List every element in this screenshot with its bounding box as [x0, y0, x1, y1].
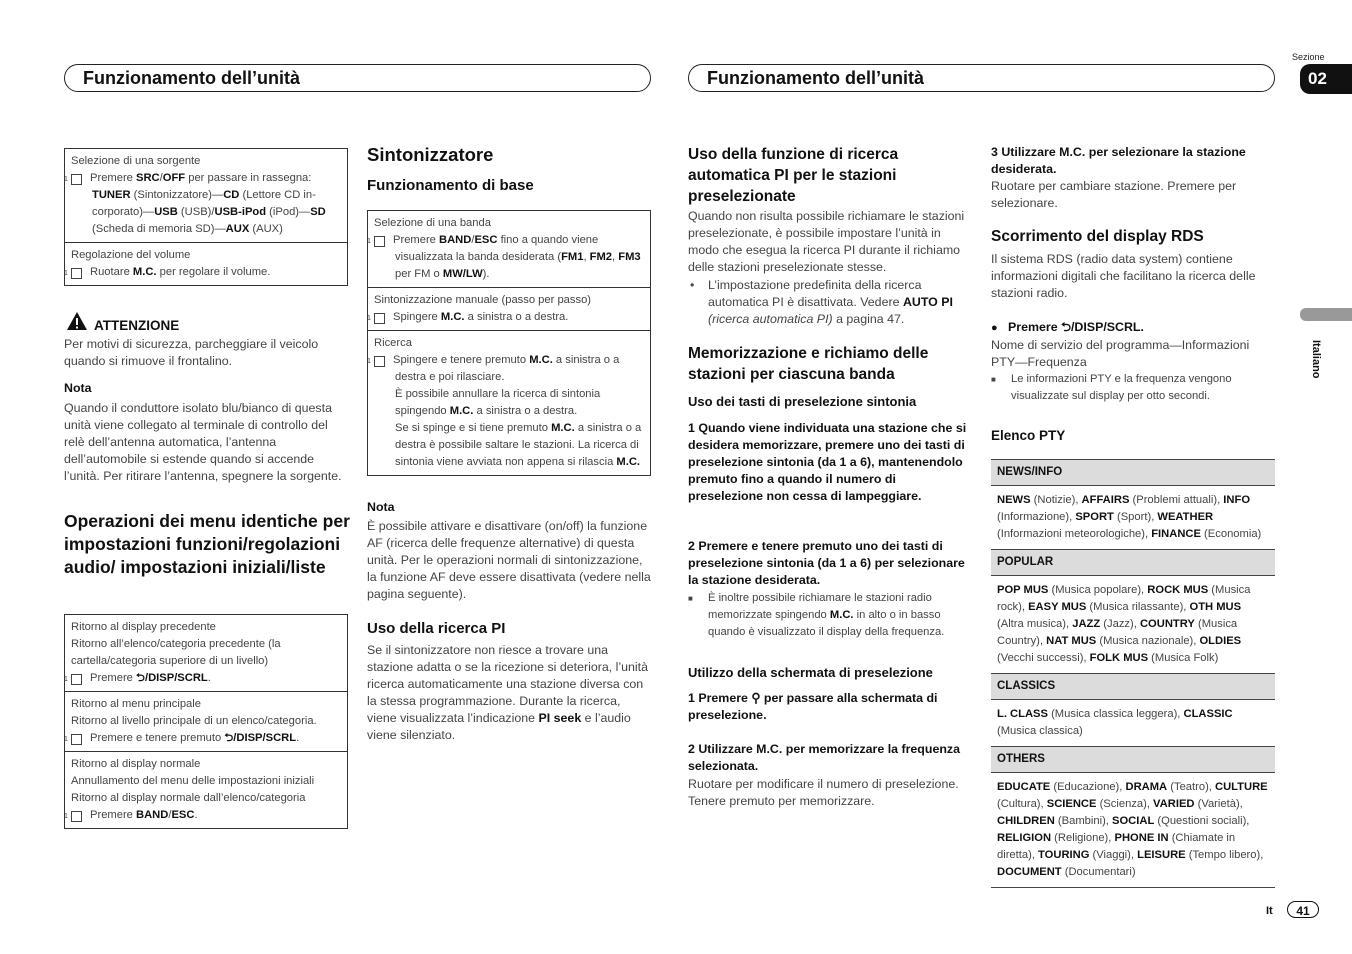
- tuner-title: Sintonizzatore: [367, 144, 494, 165]
- pty-desc: (Educazione),: [1050, 781, 1126, 793]
- step-number: 1: [71, 674, 82, 685]
- menu-heading: Operazioni dei menu identiche per impostazioni funzioni/regolazioni audio/ impostazioni iniziali/liste: [64, 511, 350, 577]
- step-number: 1: [374, 313, 385, 324]
- pty-group-header: OTHERS: [991, 746, 1275, 773]
- pty-code: L. CLASS: [997, 708, 1048, 720]
- source-step: 1 Premere SRC/OFF per passare in rassegna: TUNER (Sintonizzatore)—CD (Lettore CD in-corporato)—USB (USB)/USB-iPod (iPod)—SD (Scheda di memoria SD)—AUX (AUX): [64, 172, 326, 235]
- pty-code: JAZZ: [1072, 618, 1101, 630]
- pty-code: CHILDREN: [997, 815, 1055, 827]
- pty-desc: (Musica rilassante),: [1086, 601, 1190, 613]
- pty-desc: (Viaggi),: [1089, 849, 1138, 861]
- rds-line: Nome di servizio del programma—Informazioni PTY—Frequenza: [991, 338, 1250, 369]
- step-number: 1: [71, 268, 82, 279]
- source-section: [65, 149, 347, 243]
- pty-code: EDUCATE: [997, 781, 1051, 793]
- return-main-menu-section: Ritorno al menu principale Ritorno al livello principale di un elenco/categoria. 1 Premere e tenere premuto ⮌/DISP/SCRL.: [65, 692, 347, 752]
- source-title: Selezione di una sorgente: [71, 155, 201, 167]
- manual-tuning-section: Sintonizzazione manuale (passo per passo) 1 Spingere M.C. a sinistra o a destra.: [368, 288, 650, 331]
- pty-desc: (Religione),: [1051, 832, 1115, 844]
- pty-group-header: POPULAR: [991, 549, 1275, 576]
- page-number-badge: [1287, 901, 1319, 918]
- pty-code: OTH MUS: [1189, 601, 1242, 613]
- pty-code: EASY MUS: [1028, 601, 1087, 613]
- right-header: [688, 64, 1275, 92]
- left-header-title: Funzionamento dell’unità: [83, 68, 300, 88]
- language-tab-label: Italiano: [1310, 340, 1322, 379]
- footer-lang: It: [1266, 905, 1273, 917]
- back-icon: ⮌: [136, 672, 145, 684]
- page-number: 41: [1296, 904, 1310, 918]
- pty-code: NAT MUS: [1046, 635, 1097, 647]
- section-number: 02: [1308, 69, 1327, 88]
- screen-step-2: 2 Utilizzare M.C. per memorizzare la frequenza selezionata.: [688, 742, 960, 773]
- source-volume-box: [64, 148, 348, 286]
- pi-search-text: Se il sintonizzatore non riesce a trovare una stazione adatta o se la ricezione si deteriora, l’unità ricerca automaticamente una stazione diversa con la stessa programmazione. Durante la ricerca, viene visualizzata l’indicazione PI seek e l’audio viene silenziato.: [367, 643, 649, 742]
- pty-code: NEWS: [997, 494, 1031, 506]
- pty-group-body: [991, 773, 1275, 887]
- pty-code: COUNTRY: [1139, 618, 1195, 630]
- pty-code: LEISURE: [1137, 849, 1186, 861]
- pty-group-body: [991, 576, 1275, 673]
- pty-desc: (Vecchi successi),: [997, 652, 1090, 664]
- pty-desc: (Musica Country),: [997, 618, 1238, 647]
- pty-code: ROCK MUS: [1147, 584, 1209, 596]
- pty-desc: (Musica popolare),: [1048, 584, 1148, 596]
- screen-step-1: 1 Premere ⚲ per passare alla schermata di preselezione.: [688, 691, 938, 722]
- back-icon: ⮌: [1061, 320, 1071, 334]
- pty-desc: (Scienza),: [1096, 798, 1154, 810]
- menu-operations-box: [64, 614, 348, 829]
- pty-code: TOURING: [1038, 849, 1090, 861]
- pty-desc: (Musica classica leggera),: [1047, 708, 1184, 720]
- step-number: 1: [71, 174, 82, 185]
- section-label: Sezione: [1292, 52, 1325, 62]
- rds-bullet: ● Premere ⮌/DISP/SCRL.: [991, 320, 1144, 334]
- pty-code: PHONE IN: [1114, 832, 1169, 844]
- return-normal-display-section: Ritorno al display normale Annullamento del menu delle impostazioni iniziali Ritorno al display normale dall’elenco/categoria 1 Premere BAND/ESC.: [64, 758, 315, 821]
- pty-code: FINANCE: [1151, 528, 1201, 540]
- tuner-nota-text: È possibile attivare e disattivare (on/off) la funzione AF (ricerca delle frequenze alternative) di questa unità. Per le operazioni normali di sintonizzazione, la funzione AF deve essere disattivata (vedere nella pagina seguente).: [367, 519, 651, 601]
- step-number: 1: [374, 236, 385, 247]
- pty-desc: (Teatro),: [1167, 781, 1216, 793]
- caution-text: Per motivi di sicurezza, parcheggiare il veicolo quando si rimuove il frontalino.: [64, 337, 319, 368]
- pty-desc: (Altra musica),: [997, 618, 1073, 630]
- pty-list-title: Elenco PTY: [991, 428, 1066, 443]
- pty-code: CLASSIC: [1183, 708, 1233, 720]
- pty-desc: (Musica rock),: [997, 584, 1251, 613]
- pty-desc: (Chiamate in diretta),: [997, 832, 1236, 861]
- pty-group-body: [991, 700, 1275, 746]
- pty-code: VARIED: [1153, 798, 1195, 810]
- warning-icon: [66, 311, 88, 331]
- pty-desc: (Bambini),: [1054, 815, 1113, 827]
- return-previous-section: Ritorno al display precedente Ritorno all’elenco/categoria precedente (la cartella/categoria superiore di un livello) 1 Premere ⮌/DISP/SCRL.: [65, 615, 347, 692]
- pty-desc: (Jazz),: [1100, 618, 1140, 630]
- pty-code: POP MUS: [997, 584, 1049, 596]
- pty-code: INFO: [1223, 494, 1251, 506]
- pty-desc: (Informazione),: [997, 511, 1076, 523]
- pty-desc: (Musica Folk): [1148, 652, 1219, 664]
- caution-title: ATTENZIONE: [94, 318, 180, 333]
- pty-desc: (Documentari): [1061, 866, 1136, 878]
- pty-group-body: [991, 486, 1275, 549]
- pty-desc: (Notizie),: [1030, 494, 1082, 506]
- step-2-text: 2 Premere e tenere premuto uno dei tasti di preselezione sintonia (da 1 a 6) per selezionare la stazione desiderata.: [688, 539, 965, 587]
- rds-note: ■ Le informazioni PTY e la frequenza vengono visualizzate sul display per otto secondi.: [991, 373, 1232, 402]
- pty-desc: (Questioni sociali),: [1154, 815, 1250, 827]
- pty-desc: (Varietà),: [1194, 798, 1243, 810]
- pty-desc: (Problemi attuali),: [1129, 494, 1224, 506]
- auto-pi-title: Uso della funzione di ricerca automatica PI per le stazioni preselezionate: [688, 146, 899, 205]
- pty-code: SPORT: [1075, 511, 1114, 523]
- pty-code: CULTURE: [1215, 781, 1268, 793]
- rds-scroll-title: Scorrimento del display RDS: [991, 228, 1204, 245]
- pty-code: SCIENCE: [1046, 798, 1097, 810]
- tuner-box: [367, 210, 651, 476]
- step-number: 1: [374, 356, 385, 367]
- pty-code: AFFAIRS: [1081, 494, 1130, 506]
- nota-title: Nota: [64, 381, 92, 395]
- volume-step: 1 Ruotare M.C. per regolare il volume.: [64, 266, 271, 278]
- auto-pi-bullet: • L’impostazione predefinita della ricerca automatica PI è disattivata. Vedere AUTO PI (ricerca automatica PI) a pagina 47.: [690, 278, 953, 326]
- screen-step-2-text: Ruotare per modificare il numero di preselezione. Tenere premuto per memorizzare.: [688, 777, 959, 808]
- pty-group-header: CLASSICS: [991, 673, 1275, 700]
- pty-desc: (Sport),: [1113, 511, 1158, 523]
- section-number-badge: [1300, 64, 1352, 94]
- pty-desc: (Informazioni meteorologiche),: [997, 528, 1152, 540]
- pty-code: FOLK MUS: [1089, 652, 1149, 664]
- pty-code: RELIGION: [997, 832, 1052, 844]
- step-number: 1: [71, 811, 82, 822]
- auto-pi-text: Quando non risulta possibile richiamare le stazioni preselezionate, è possibile impostare l’unità in modo che esegua la ricerca PI durante il richiamo delle stazioni preselezionate stesse.: [688, 209, 965, 274]
- search-icon: ⚲: [751, 691, 761, 705]
- pty-code: DOCUMENT: [997, 866, 1062, 878]
- pty-desc: (Tempo libero),: [1185, 849, 1264, 861]
- pty-code: WEATHER: [1157, 511, 1214, 523]
- pi-search-title: Uso della ricerca PI: [367, 620, 506, 637]
- band-section: Selezione di una banda 1 Premere BAND/ESC fino a quando viene visualizzata la banda desiderata (FM1, FM2, FM3 per FM o MW/LW).: [368, 211, 650, 288]
- tuner-nota-title: Nota: [367, 500, 395, 514]
- pty-desc: (Musica classica): [997, 725, 1083, 737]
- language-tab: [1300, 308, 1352, 321]
- rds-text: Il sistema RDS (radio data system) contiene informazioni digitali che facilitano la ricerca delle stazioni radio.: [991, 252, 1256, 300]
- preset-screen-subtitle: Utilizzo della schermata di preselezione: [688, 665, 933, 680]
- memory-title: Memorizzazione e richiamo delle stazioni per ciascuna banda: [688, 345, 929, 383]
- pty-code: OLDIES: [1199, 635, 1242, 647]
- basic-operation-title: Funzionamento di base: [367, 177, 534, 194]
- pty-table: [991, 459, 1275, 888]
- right-header-title: Funzionamento dell’unità: [707, 68, 924, 88]
- pty-code: SOCIAL: [1112, 815, 1155, 827]
- seek-section: Ricerca 1 Spingere e tenere premuto M.C. a sinistra o a destra e poi rilasciare. È possibile annullare la ricerca di sintonia spingendo M.C. a sinistra o a destra. Se si spinge e si tiene premuto M.C. a sinistra o a destra è possibile saltare le stazioni. La ricerca di sintonia viene avviata non appena si rilascia M.C.: [367, 337, 642, 468]
- pty-desc: (Cultura),: [997, 798, 1047, 810]
- pty-desc: (Economia): [1200, 528, 1262, 540]
- step-1-text: 1 Quando viene individuata una stazione che si desidera memorizzare, premere uno dei tasti di preselezione sintonia (da 1 a 6), mantenendolo premuto fino a quando il numero di preselezione non cessa di lampeggiare.: [688, 421, 967, 503]
- volume-title: Regolazione del volume: [71, 249, 191, 261]
- step-number: 1: [71, 734, 82, 745]
- left-header: [64, 64, 651, 92]
- step-3-desc: Ruotare per cambiare stazione. Premere per selezionare.: [991, 179, 1237, 210]
- pty-code: DRAMA: [1125, 781, 1168, 793]
- back-icon: ⮌: [224, 732, 234, 744]
- pty-group-header: NEWS/INFO: [991, 459, 1275, 486]
- pty-desc: (Musica nazionale),: [1096, 635, 1200, 647]
- step-2-note: ■ È inoltre possibile richiamare le stazioni radio memorizzate spingendo M.C. in alto o in basso quando è visualizzato il display della frequenza.: [688, 592, 945, 638]
- step-3-text: 3 Utilizzare M.C. per selezionare la stazione desiderata.: [991, 145, 1246, 176]
- preset-keys-subtitle: Uso dei tasti di preselezione sintonia: [688, 394, 917, 409]
- nota-text: Quando il conduttore isolato blu/bianco di questa unità viene collegato al terminale di controllo del relè dell’antenna automatica, l’antenna dell’automobile si estende quando si accende l’unità. Per ritirare l’antenna, spegnere la sorgente.: [64, 401, 342, 483]
- volume-section: [65, 243, 347, 285]
